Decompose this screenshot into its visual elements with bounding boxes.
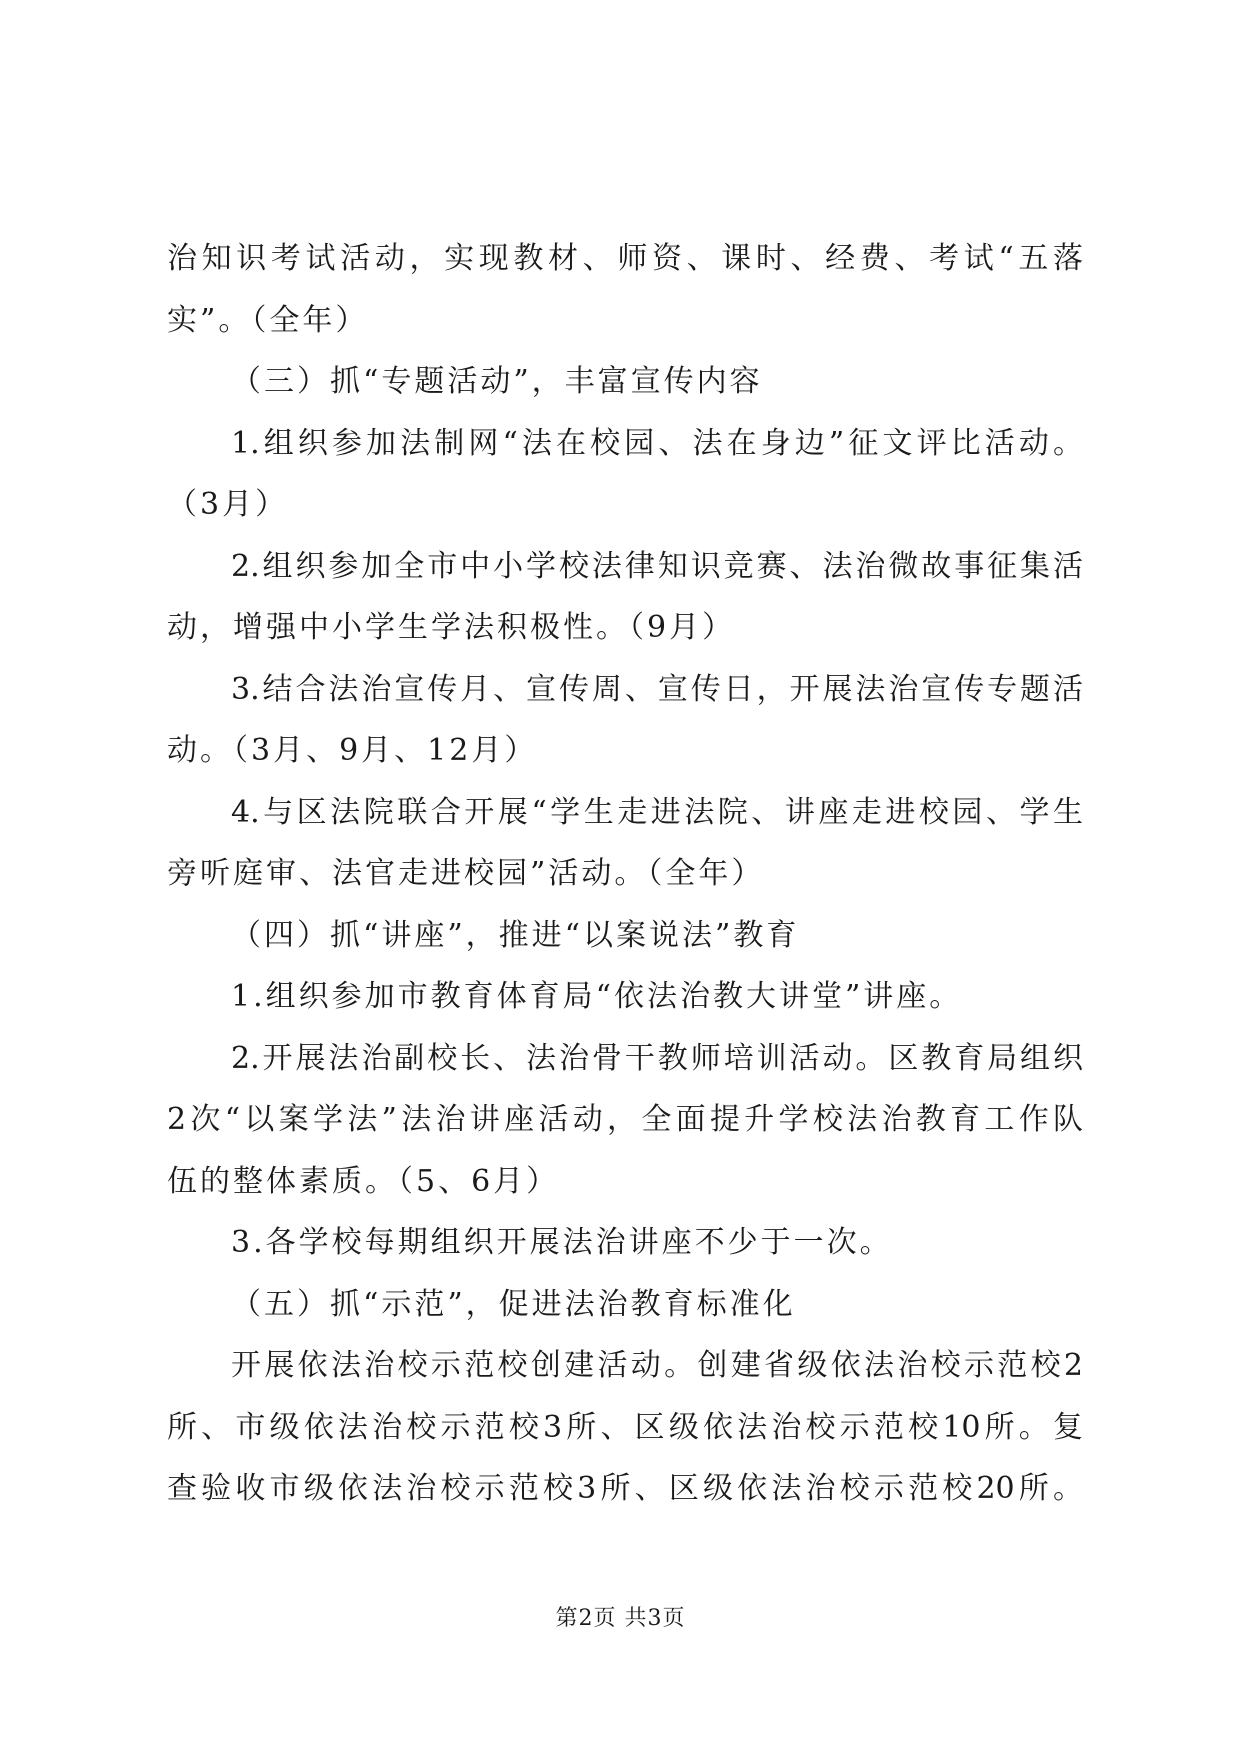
document-body [167,228,1083,1520]
page-footer: 第2页 共3页 [555,1606,686,1631]
text-line: 动，增强中小学生学法积极性。（9月） [167,610,736,645]
text-line: 3.各学校每期组织开展法治讲座不少于一次。 [231,1225,893,1260]
text-line: 1.组织参加法制网“法在校园、法在身边”征文评比活动。 [231,425,1083,461]
text-line: 旁听庭审、法官走进校园”活动。（全年） [167,856,765,891]
text-line: 治知识考试活动，实现教材、师资、课时、经费、考试“五落 [167,241,1083,276]
text-line: 3.结合法治宣传月、宣传周、宣传日，开展法治宣传专题活 [231,671,1083,707]
text-line: 开展依法治校示范校创建活动。创建省级依法治校示范校2 [231,1348,1083,1383]
text-line: 4.与区法院联合开展“学生走进法院、讲座走进校园、学生 [231,794,1083,830]
text-line: 2次“以案学法”法治讲座活动，全面提升学校法治教育工作队 [167,1102,1083,1137]
section-heading-3: （三）抓“专题活动”，丰富宣传内容 [231,364,763,399]
text-line: 2.组织参加全市中小学校法律知识竞赛、法治微故事征集活 [231,548,1083,584]
text-line: （3月） [167,487,289,522]
section-heading-4: （四）抓“讲座”，推进“以案说法”教育 [231,917,800,953]
text-line: 伍的整体素质。（5、6月） [167,1163,560,1199]
text-line: 1.组织参加市教育体育局“依法治教大讲堂”讲座。 [231,979,963,1014]
text-line: 所、市级依法治校示范校3所、区级依法治校示范校10所。复 [167,1409,1083,1445]
text-line: 2.开展法治副校长、法治骨干教师培训活动。区教育局组织 [231,1040,1083,1076]
text-line: 动。（3月、9月、12月） [167,733,538,768]
text-line: 实”。（全年） [167,302,369,338]
text-line: 查验收市级依法治校示范校3所、区级依法治校示范校20所。 [167,1471,1083,1506]
section-heading-5: （五）抓“示范”，促进法治教育标准化 [231,1286,796,1322]
